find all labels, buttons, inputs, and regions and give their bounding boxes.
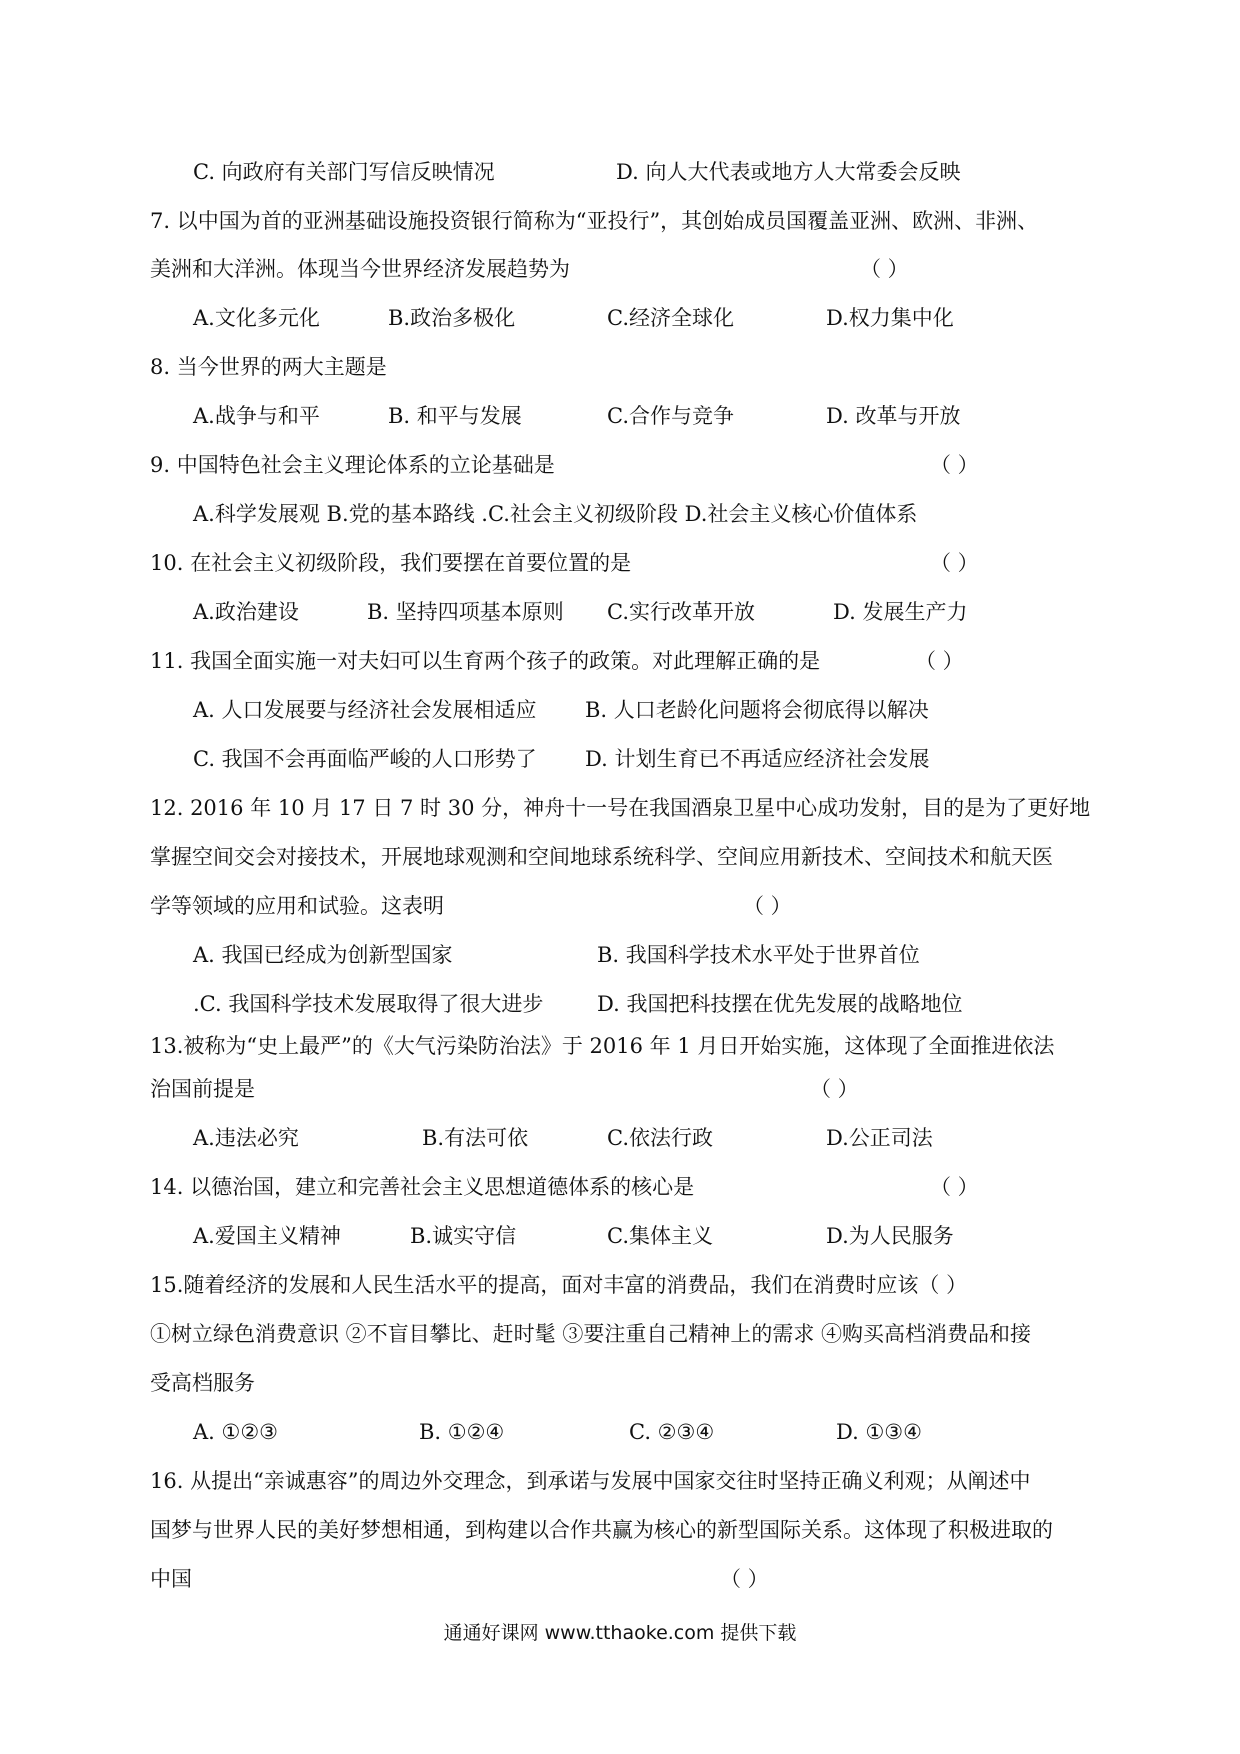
q6-option-c: C. 向政府有关部门写信反映情况 bbox=[193, 160, 495, 184]
q16-stem-line2: 国梦与世界人民的美好梦想相通，到构建以合作共赢为核心的新型国际关系。这体现了积极进取的 bbox=[150, 1518, 1053, 1542]
q10-option-d: D. 发展生产力 bbox=[833, 600, 968, 624]
q16-stem-text: 中国 bbox=[150, 1567, 192, 1591]
q12-stem-line2: 掌握空间交会对接技术，开展地球观测和空间地球系统科学、空间应用新技术、空间技术和航天医 bbox=[150, 845, 1053, 869]
q12-option-c: .C. 我国科学技术发展取得了很大进步 bbox=[193, 992, 544, 1016]
q14-option-a: A.爱国主义精神 bbox=[193, 1224, 341, 1248]
q15-statements-line2: 受高档服务 bbox=[150, 1371, 255, 1395]
q10-stem: 10. 在社会主义初级阶段，我们要摆在首要位置的是 bbox=[150, 551, 632, 575]
q8-option-d: D. 改革与开放 bbox=[826, 404, 961, 428]
q7-stem-line1: 7. 以中国为首的亚洲基础设施投资银行简称为“亚投行”，其创始成员国覆盖亚洲、欧洲、非洲、 bbox=[150, 209, 1039, 233]
q7-stem-line2 bbox=[150, 254, 909, 284]
q11-option-d: D. 计划生育已不再适应经济社会发展 bbox=[585, 747, 930, 771]
q15-statements-line1: ①树立绿色消费意识 ②不盲目攀比、赶时髦 ③要注重自己精神上的需求 ④购买高档消费品和接 bbox=[150, 1322, 1032, 1346]
q10-option-a: A.政治建设 bbox=[193, 600, 299, 624]
q13-option-d: D.公正司法 bbox=[826, 1126, 933, 1150]
q11-option-a: A. 人口发展要与经济社会发展相适应 bbox=[193, 698, 537, 722]
q10-option-b: B. 坚持四项基本原则 bbox=[367, 600, 564, 624]
q8-stem: 8. 当今世界的两大主题是 bbox=[150, 355, 387, 379]
q14-option-b: B.诚实守信 bbox=[410, 1224, 517, 1248]
q13-answer-paren: （ ） bbox=[810, 1077, 859, 1101]
q7-stem-text: 美洲和大洋洲。体现当今世界经济发展趋势为 bbox=[150, 257, 570, 281]
q7-answer-paren: （ ） bbox=[860, 257, 909, 281]
q11-stem: 11. 我国全面实施一对夫妇可以生育两个孩子的政策。对此理解正确的是 bbox=[150, 649, 821, 673]
q14-option-c: C.集体主义 bbox=[607, 1224, 713, 1248]
q14-option-d: D.为人民服务 bbox=[826, 1224, 954, 1248]
q13-option-b: B.有法可依 bbox=[422, 1126, 529, 1150]
q10-answer-paren: （ ） bbox=[930, 551, 979, 575]
q10-option-c: C.实行改革开放 bbox=[607, 600, 755, 624]
q14-stem: 14. 以德治国，建立和完善社会主义思想道德体系的核心是 bbox=[150, 1175, 695, 1199]
q15-option-b: B. ①②④ bbox=[419, 1420, 505, 1444]
q13-option-a: A.违法必究 bbox=[193, 1126, 299, 1150]
q12-option-b: B. 我国科学技术水平处于世界首位 bbox=[597, 943, 920, 967]
q12-stem-line3 bbox=[150, 891, 792, 921]
q15-option-d: D. ①③④ bbox=[836, 1420, 922, 1444]
q10-stem-row bbox=[150, 548, 979, 578]
q13-stem-line2 bbox=[150, 1074, 859, 1104]
q12-answer-paren: （ ） bbox=[743, 894, 792, 918]
q6-option-d: D. 向人大代表或地方人大常委会反映 bbox=[616, 160, 961, 184]
q12-stem-text: 学等领域的应用和试验。这表明 bbox=[150, 894, 444, 918]
q7-option-c: C.经济全球化 bbox=[607, 306, 734, 330]
q13-option-c: C.依法行政 bbox=[607, 1126, 713, 1150]
q12-option-d: D. 我国把科技摆在优先发展的战略地位 bbox=[597, 992, 963, 1016]
q13-stem-line1: 13.被称为“史上最严”的《大气污染防治法》于 2016 年 1 月日开始实施，这体现了全面推进依法 bbox=[150, 1034, 1055, 1058]
q11-answer-paren: （ ） bbox=[915, 649, 964, 673]
q11-stem-row bbox=[150, 646, 964, 676]
q8-option-b: B. 和平与发展 bbox=[388, 404, 522, 428]
q15-stem: 15.随着经济的发展和人民生活水平的提高，面对丰富的消费品，我们在消费时应该（ ） bbox=[150, 1273, 968, 1297]
q9-stem-row bbox=[150, 450, 979, 480]
q15-option-c: C. ②③④ bbox=[629, 1420, 715, 1444]
q7-option-a: A.文化多元化 bbox=[193, 306, 320, 330]
q13-stem-text: 治国前提是 bbox=[150, 1077, 255, 1101]
q15-option-a: A. ①②③ bbox=[193, 1420, 278, 1444]
q9-answer-paren: （ ） bbox=[930, 453, 979, 477]
q11-option-c: C. 我国不会再面临严峻的人口形势了 bbox=[193, 747, 537, 771]
q12-stem-line1: 12. 2016 年 10 月 17 日 7 时 30 分，神舟十一号在我国酒泉卫星中心成功发射，目的是为了更好地 bbox=[150, 796, 1091, 820]
q14-answer-paren: （ ） bbox=[930, 1175, 979, 1199]
q16-stem-line3 bbox=[150, 1564, 769, 1594]
q7-option-b: B.政治多极化 bbox=[388, 306, 516, 330]
q8-option-c: C.合作与竞争 bbox=[607, 404, 734, 428]
page-footer: 通通好课网 www.tthaoke.com 提供下载 bbox=[443, 1622, 797, 1644]
q9-stem: 9. 中国特色社会主义理论体系的立论基础是 bbox=[150, 453, 555, 477]
q12-option-a: A. 我国已经成为创新型国家 bbox=[193, 943, 453, 967]
q8-option-a: A.战争与和平 bbox=[193, 404, 320, 428]
q16-answer-paren: （ ） bbox=[720, 1567, 769, 1591]
q14-stem-row bbox=[150, 1172, 979, 1202]
q7-option-d: D.权力集中化 bbox=[826, 306, 954, 330]
q11-option-b: B. 人口老龄化问题将会彻底得以解决 bbox=[585, 698, 929, 722]
q9-options-row: A.科学发展观 B.党的基本路线 .C.社会主义初级阶段 D.社会主义核心价值体系 bbox=[193, 502, 918, 526]
q16-stem-line1: 16. 从提出“亲诚惠容”的周边外交理念，到承诺与发展中国家交往时坚持正确义利观；从阐述中 bbox=[150, 1469, 1031, 1493]
